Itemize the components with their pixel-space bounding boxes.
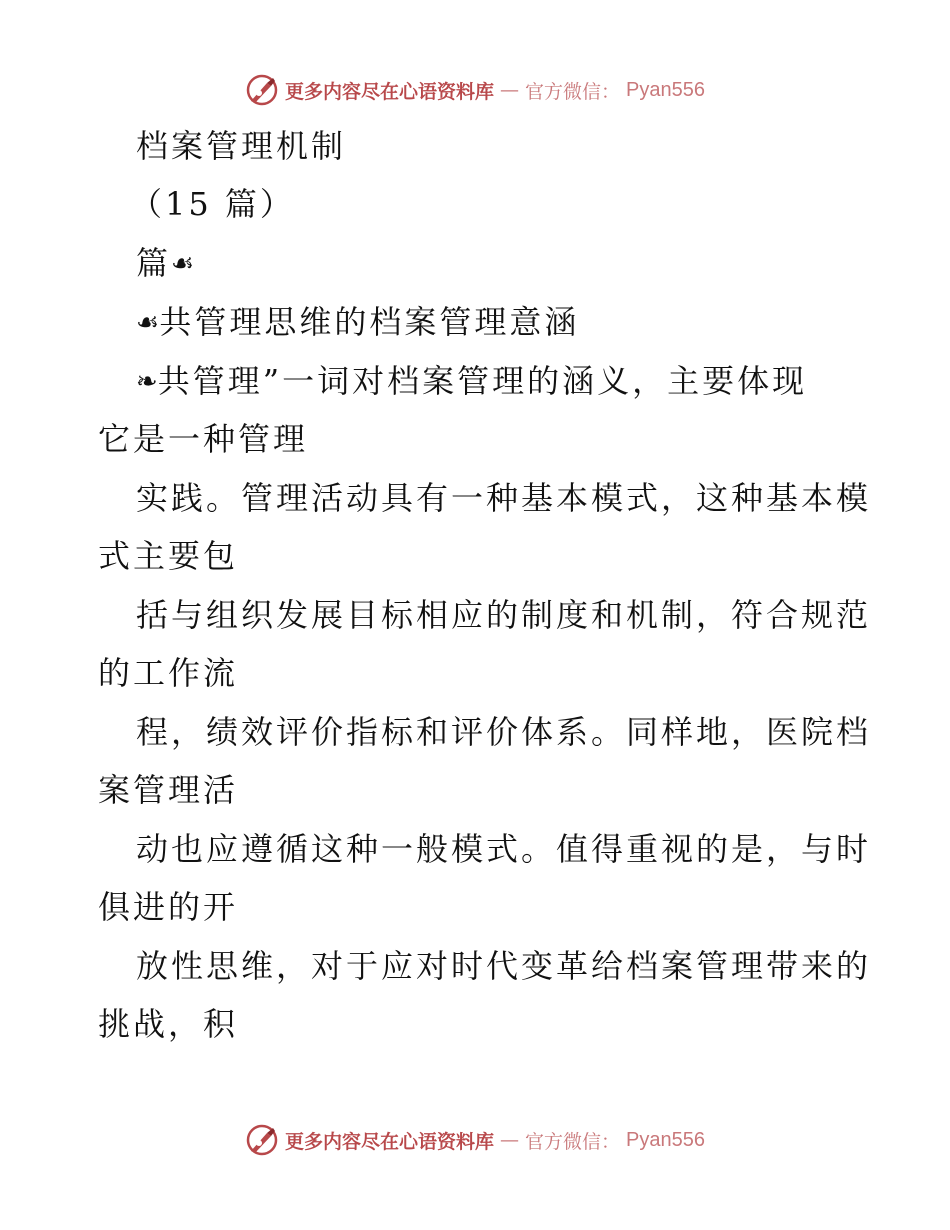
header-banner xyxy=(0,72,950,108)
paragraph-line: 挑战，积 xyxy=(98,1005,239,1043)
banner-wechat-label: 官方微信： xyxy=(525,1130,621,1153)
paragraph-line: 动也应遵循这种一般模式。值得重视的是，与时 xyxy=(136,830,872,868)
footer-banner xyxy=(0,1122,950,1158)
paragraph-line: ❧共管理”一词对档案管理的涵义，主要体现 xyxy=(136,362,808,400)
paragraph-line: 案管理活 xyxy=(98,771,239,809)
banner-site-text: 更多内容尽在心语资料库 xyxy=(285,1130,495,1153)
banner-dash: — xyxy=(500,79,520,101)
section-label: 篇 xyxy=(136,244,172,282)
paragraph-line: 实践。管理活动具有一种基本模式，这种基本模 xyxy=(136,479,872,517)
paragraph-line: 程，绩效评价指标和评价体系。同样地，医院档 xyxy=(136,713,872,751)
subheading: 共管理思维的档案管理意涵 xyxy=(159,303,580,341)
banner-wechat-label: 官方微信： xyxy=(525,80,621,103)
paragraph-line: 俱进的开 xyxy=(98,888,239,926)
paragraph-line: 它是一种管理 xyxy=(98,420,309,458)
banner-dash: — xyxy=(500,1129,520,1151)
paragraph-line: 式主要包 xyxy=(98,537,239,575)
subheading-line xyxy=(136,302,579,343)
banner-wechat-id: Pyan556 xyxy=(626,78,705,101)
ornament-icon: ❧ xyxy=(136,367,158,397)
pen-logo-icon xyxy=(245,1123,279,1157)
section-label-line xyxy=(136,243,194,284)
ornament-icon: ☙ xyxy=(136,308,160,338)
document-title: 档案管理机制 xyxy=(136,127,347,165)
banner-wechat-id: Pyan556 xyxy=(626,1128,705,1151)
document-count: （15 篇） xyxy=(130,185,295,223)
paragraph-line: 括与组织发展目标相应的制度和机制，符合规范 xyxy=(136,596,872,634)
banner-site-text: 更多内容尽在心语资料库 xyxy=(285,80,495,103)
paragraph-line: 放性思维，对于应对时代变革给档案管理带来的 xyxy=(136,947,872,985)
paragraph-line: 的工作流 xyxy=(98,654,239,692)
ornament-icon: ☙ xyxy=(171,249,195,279)
pen-logo-icon xyxy=(245,73,279,107)
